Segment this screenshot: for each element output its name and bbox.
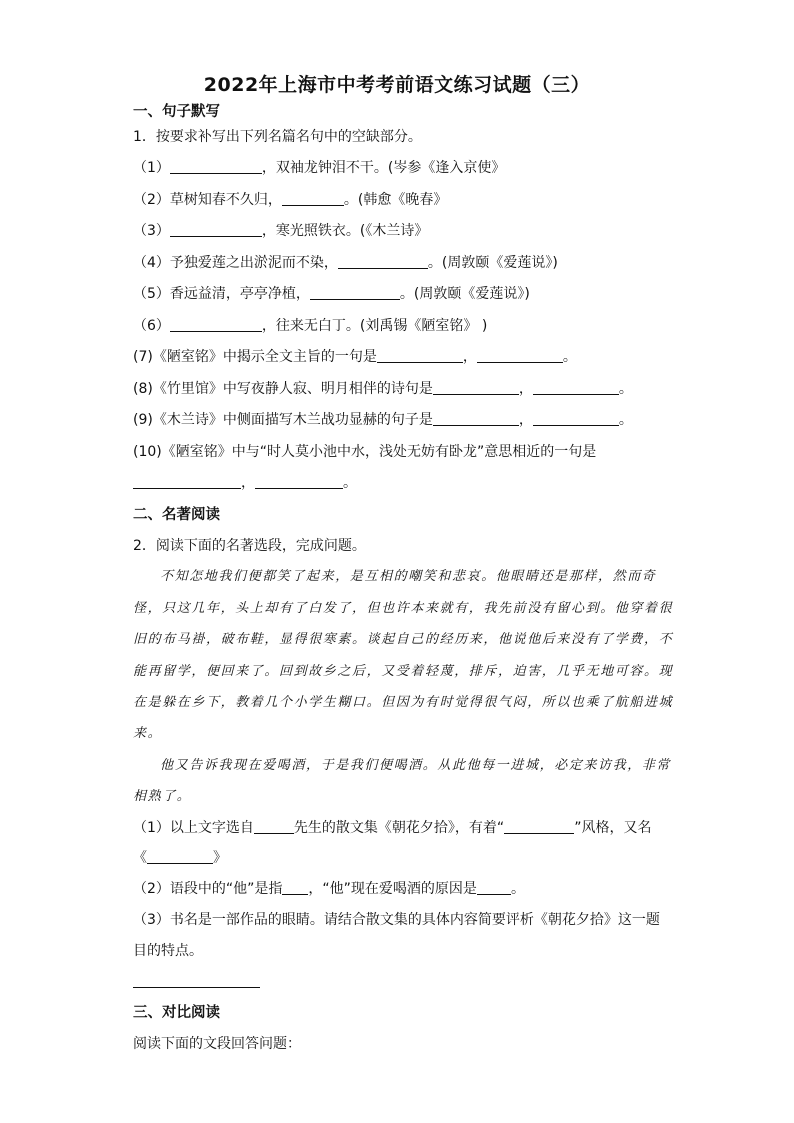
item-3-prefix: （3） — [133, 223, 170, 239]
item-4-prefix: （4）予独爱莲之出淤泥而不染， — [133, 255, 338, 271]
item-5 — [133, 284, 530, 304]
q2-2-suffix: 。 — [510, 881, 525, 897]
answer-blank[interactable] — [504, 819, 574, 834]
item-4 — [133, 253, 558, 273]
answer-blank[interactable] — [377, 348, 463, 363]
item-1-prefix: （1） — [133, 160, 170, 176]
answer-blank[interactable] — [170, 317, 262, 332]
item-2-suffix: 。(韩愈《晚春》 — [343, 192, 448, 208]
item-5-suffix: 。(周敦颐《爱莲说》) — [399, 286, 530, 302]
item-7 — [133, 347, 577, 367]
item-3 — [133, 221, 428, 241]
answer-blank[interactable] — [477, 348, 563, 363]
section-3-instruction: 阅读下面的文段回答问题： — [133, 1036, 301, 1052]
question-2-1-line2 — [133, 848, 227, 868]
item-6-suffix: ，往来无白丁。(刘禹锡《陋室铭》 ) — [261, 318, 488, 334]
item-10-suffix: 。 — [343, 475, 357, 491]
answer-line[interactable] — [133, 987, 260, 988]
question-2-3-line2: 目的特点。 — [133, 943, 203, 959]
q2-2-prefix: （2）语段中的“他”是指 — [133, 881, 283, 897]
answer-blank[interactable] — [282, 880, 308, 895]
answer-blank[interactable] — [533, 411, 619, 426]
item-9-prefix: (9)《木兰诗》中侧面描写木兰战功显赫的句子是 — [133, 412, 433, 428]
item-7-comma: ， — [462, 349, 477, 365]
answer-blank[interactable] — [133, 474, 241, 489]
answer-blank[interactable] — [433, 380, 519, 395]
item-9-suffix: 。 — [618, 412, 633, 428]
passage-line: 来。 — [133, 726, 163, 741]
page-title: 2022年上海市中考考前语文练习试题（三） — [203, 74, 591, 96]
answer-blank[interactable] — [477, 880, 511, 895]
answer-blank[interactable] — [338, 254, 428, 269]
item-7-prefix: (7)《陋室铭》中揭示全文主旨的一句是 — [133, 349, 377, 365]
passage-line: 在是躲在乡下，教着几个小学生糊口。但因为有时觉得很气闷，所以也乘了航船进城 — [133, 695, 674, 710]
question-2-2 — [133, 879, 525, 899]
answer-blank[interactable] — [254, 819, 294, 834]
answer-blank[interactable] — [255, 474, 343, 489]
item-10-comma: ， — [241, 475, 255, 491]
item-3-suffix: ，寒光照铁衣。(《木兰诗》 — [261, 223, 429, 239]
item-1 — [133, 158, 505, 178]
q2-2-middle: ，“他”现在爱喝酒的原因是 — [308, 881, 477, 897]
q2-1-suffix: ”风格，又名 — [574, 820, 652, 836]
passage-line: 能再留学，便回来了。回到故乡之后，又受着轻蔑，排斥，迫害，几乎无地可容。现 — [133, 664, 674, 679]
section-3-heading: 三、对比阅读 — [133, 1005, 220, 1021]
item-4-suffix: 。(周敦颐《爱莲说》) — [427, 255, 558, 271]
item-7-suffix: 。 — [562, 349, 577, 365]
book-bracket-close: 》 — [213, 850, 227, 866]
item-6-prefix: （6） — [133, 318, 170, 334]
q2-1-middle: 先生的散文集《朝花夕拾》，有着“ — [293, 820, 505, 836]
item-1-suffix: ，双袖龙钟泪不干。(岑参《逢入京使》 — [261, 160, 506, 176]
question-2-1 — [133, 818, 651, 838]
item-2 — [133, 190, 447, 210]
answer-blank[interactable] — [170, 159, 262, 174]
passage-line: 旧的布马褂，破布鞋，显得很寒素。谈起自己的经历来，他说他后来没有了学费，不 — [133, 632, 674, 647]
answer-blank[interactable] — [147, 849, 213, 864]
section-2-heading: 二、名著阅读 — [133, 507, 220, 523]
passage-line: 怪，只这几年，头上却有了白发了，但也许本来就有，我先前没有留心到。他穿着很 — [133, 601, 674, 616]
item-8-comma: ， — [518, 381, 533, 397]
section-1-heading: 一、句子默写 — [133, 104, 220, 120]
passage-line: 他又告诉我现在爱喝酒，于是我们便喝酒。从此他每一进城，必定来访我，非常 — [160, 758, 672, 773]
item-8-prefix: (8)《竹里馆》中写夜静人寂、明月相伴的诗句是 — [133, 381, 433, 397]
passage-line: 不知怎地我们便都笑了起来，是互相的嘲笑和悲哀。他眼睛还是那样，然而奇 — [160, 569, 657, 584]
item-6 — [133, 316, 487, 336]
question-2-instruction: 2．阅读下面的名著选段，完成问题。 — [133, 538, 366, 554]
item-8-suffix: 。 — [618, 381, 633, 397]
question-1-instruction: 1．按要求补写出下列名篇名句中的空缺部分。 — [133, 129, 422, 145]
passage-line: 相熟了。 — [133, 789, 192, 804]
book-bracket-open: 《 — [133, 850, 147, 866]
answer-blank[interactable] — [533, 380, 619, 395]
question-2-3-line1: （3）书名是一部作品的眼睛。请结合散文集的具体内容简要评析《朝花夕拾》这一题 — [133, 912, 660, 928]
item-8 — [133, 379, 633, 399]
answer-blank[interactable] — [310, 285, 400, 300]
item-10-line2 — [133, 473, 357, 493]
item-9 — [133, 410, 633, 430]
item-5-prefix: （5）香远益清，亭亭净植， — [133, 286, 310, 302]
answer-blank[interactable] — [170, 222, 262, 237]
answer-blank[interactable] — [433, 411, 519, 426]
item-10-line1: (10)《陋室铭》中与“时人莫小池中水，浅处无妨有卧龙”意思相近的一句是 — [133, 444, 597, 460]
item-2-prefix: （2）草树知春不久归， — [133, 192, 282, 208]
answer-blank[interactable] — [282, 191, 344, 206]
item-9-comma: ， — [518, 412, 533, 428]
q2-1-prefix: （1）以上文字选自 — [133, 820, 254, 836]
